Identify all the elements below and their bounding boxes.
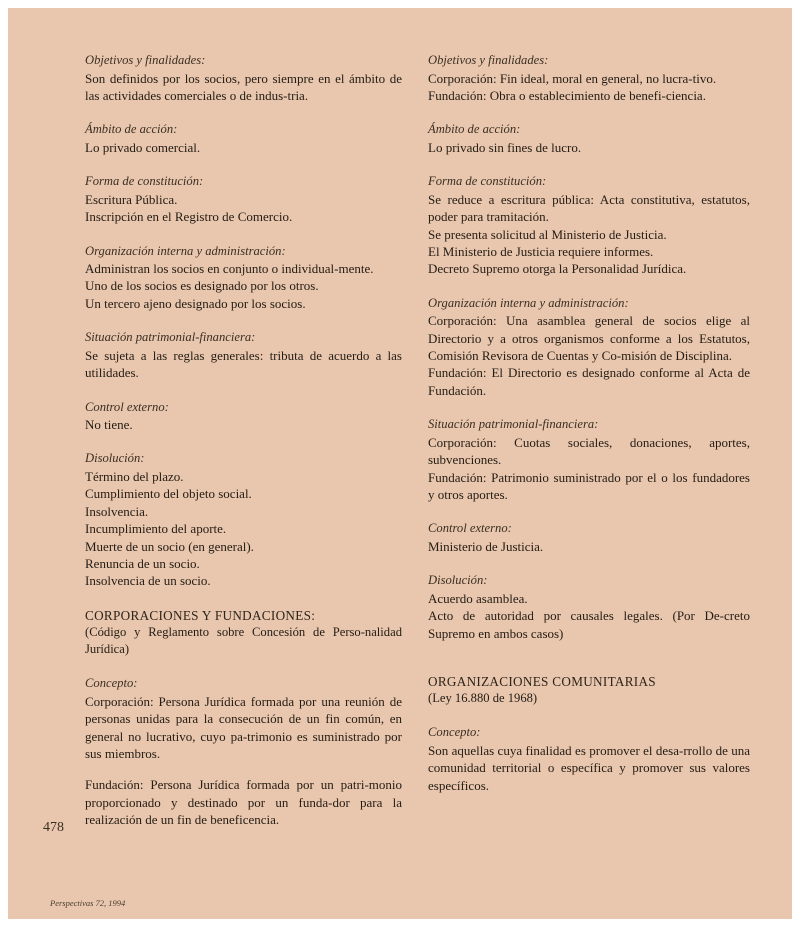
section-heading: Concepto: xyxy=(85,676,138,691)
left-section-disolucion xyxy=(85,450,402,589)
right-section-concepto xyxy=(428,724,750,794)
section-text: Insolvencia de un socio. xyxy=(85,573,211,589)
section-text: Acto de autoridad por causales legales. (Por De-creto Supremo en ambos casos) xyxy=(428,608,750,641)
section-heading: Situación patrimonial-financiera: xyxy=(85,330,256,345)
section-subtitle: (Código y Reglamento sobre Concesión de Perso-nalidad Jurídica) xyxy=(85,625,402,657)
right-section-disolucion xyxy=(428,572,750,642)
section-title: ORGANIZACIONES COMUNITARIAS xyxy=(428,674,656,690)
left-section-ambito xyxy=(85,121,402,156)
section-text: Corporación: Fin ideal, moral en general, no lucra-tivo. xyxy=(428,70,717,86)
section-text: Se presenta solicitud al Ministerio de Justicia. xyxy=(428,226,667,242)
left-section-control xyxy=(85,399,402,434)
section-text: Inscripción en el Registro de Comercio. xyxy=(85,209,293,225)
section-heading: Organización interna y administración: xyxy=(85,243,286,258)
section-heading: Organización interna y administración: xyxy=(428,295,629,310)
section-heading: Objetivos y finalidades: xyxy=(85,53,206,67)
left-section-constitucion xyxy=(85,173,402,225)
section-heading: Forma de constitución: xyxy=(428,174,547,189)
left-section-organizacion xyxy=(85,243,402,313)
section-subtitle: (Ley 16.880 de 1968) xyxy=(428,691,538,706)
section-heading: Objetivos y finalidades: xyxy=(428,53,549,67)
section-title: CORPORACIONES Y FUNDACIONES: xyxy=(85,607,316,623)
section-heading: Disolución: xyxy=(85,451,145,466)
right-section-ambito xyxy=(428,121,750,156)
section-text: Muerte de un socio (en general). xyxy=(85,538,254,554)
section-text: Cumplimiento del objeto social. xyxy=(85,486,252,502)
section-heading: Control externo: xyxy=(428,521,512,536)
section-text: Lo privado sin fines de lucro. xyxy=(428,139,582,155)
section-text: Administran los socios en conjunto o individual-mente. xyxy=(85,261,374,277)
left-section-patrimonial xyxy=(85,329,402,381)
section-text: Corporación: Cuotas sociales, donaciones, aportes, subvenciones. xyxy=(428,434,750,468)
section-heading: Disolución: xyxy=(428,573,488,588)
document-page xyxy=(8,8,792,919)
section-text: Se reduce a escritura pública: Acta constitutiva, estatutos, poder para tramitación. xyxy=(428,191,750,225)
section-text: Acuerdo asamblea. xyxy=(428,590,528,606)
organizaciones-title-block xyxy=(428,673,750,707)
section-heading: Forma de constitución: xyxy=(85,174,204,189)
section-text: Incumplimiento del aporte. xyxy=(85,521,227,537)
section-text: El Ministerio de Justicia requiere informes. xyxy=(428,243,654,259)
section-heading: Concepto: xyxy=(428,725,481,740)
section-heading: Ámbito de acción: xyxy=(428,122,521,137)
right-section-control xyxy=(428,520,750,555)
left-section-concepto xyxy=(85,675,402,828)
left-column xyxy=(85,52,402,846)
section-text: Fundación: Patrimonio suministrado por el o los fundadores y otros aportes. xyxy=(428,469,750,502)
section-text: Escritura Pública. xyxy=(85,191,178,207)
section-heading: Control externo: xyxy=(85,399,169,414)
section-text: Renuncia de un socio. xyxy=(85,556,200,571)
spacer xyxy=(428,659,750,673)
section-text: Se sujeta a las reglas generales: tributa de acuerdo a las utilidades. xyxy=(85,347,402,381)
section-heading: Situación patrimonial-financiera: xyxy=(428,417,599,432)
section-text: Uno de los socios es designado por los otros. xyxy=(85,278,319,294)
section-text: Fundación: Persona Jurídica formada por un patri-monio proporcionado y destinado por un funda-dor para la realización de un fin de beneficencia. xyxy=(85,777,402,828)
corporaciones-title-block xyxy=(85,607,402,658)
section-text: Corporación: Persona Jurídica formada por una reunión de personas unidas para la consecución de un fin común, en general no lucrativo, cuyo pa-trimonio es suministrado por sus miembros. xyxy=(85,693,402,761)
section-text: Corporación: Una asamblea general de socios elige al Directorio y a otros organismos conforme a los Estatutos, Comisión Revisora de Cuentas y Co-misión de Disciplina. xyxy=(428,313,750,364)
section-text: Insolvencia. xyxy=(85,503,149,519)
left-section-objetivos xyxy=(85,52,402,104)
section-text: Fundación: Obra o establecimiento de benefi-ciencia. xyxy=(428,87,706,103)
section-text: Son definidos por los socios, pero siempre en el ámbito de las actividades comerciales o de indus-tria. xyxy=(85,70,402,103)
right-section-constitucion xyxy=(428,173,750,278)
section-text: Son aquellas cuya finalidad es promover el desa-rrollo de una comunidad territorial o específica y promover sus valores específicos. xyxy=(428,742,750,793)
section-text: Un tercero ajeno designado por los socios. xyxy=(85,295,306,311)
page-footer: Perspectivas 72, 1994 xyxy=(50,898,126,908)
section-text: Término del plazo. xyxy=(85,468,184,484)
section-text: Decreto Supremo otorga la Personalidad Jurídica. xyxy=(428,261,687,277)
right-column xyxy=(428,52,750,811)
section-text: No tiene. xyxy=(85,417,133,433)
section-text: Lo privado comercial. xyxy=(85,139,201,155)
right-section-objetivos xyxy=(428,52,750,104)
section-text: Fundación: El Directorio es designado conforme al Acta de Fundación. xyxy=(428,365,750,398)
page-number: 478 xyxy=(43,820,64,835)
right-section-organizacion xyxy=(428,295,750,400)
section-heading: Ámbito de acción: xyxy=(85,122,178,137)
section-text: Ministerio de Justicia. xyxy=(428,538,544,554)
right-section-patrimonial xyxy=(428,416,750,503)
